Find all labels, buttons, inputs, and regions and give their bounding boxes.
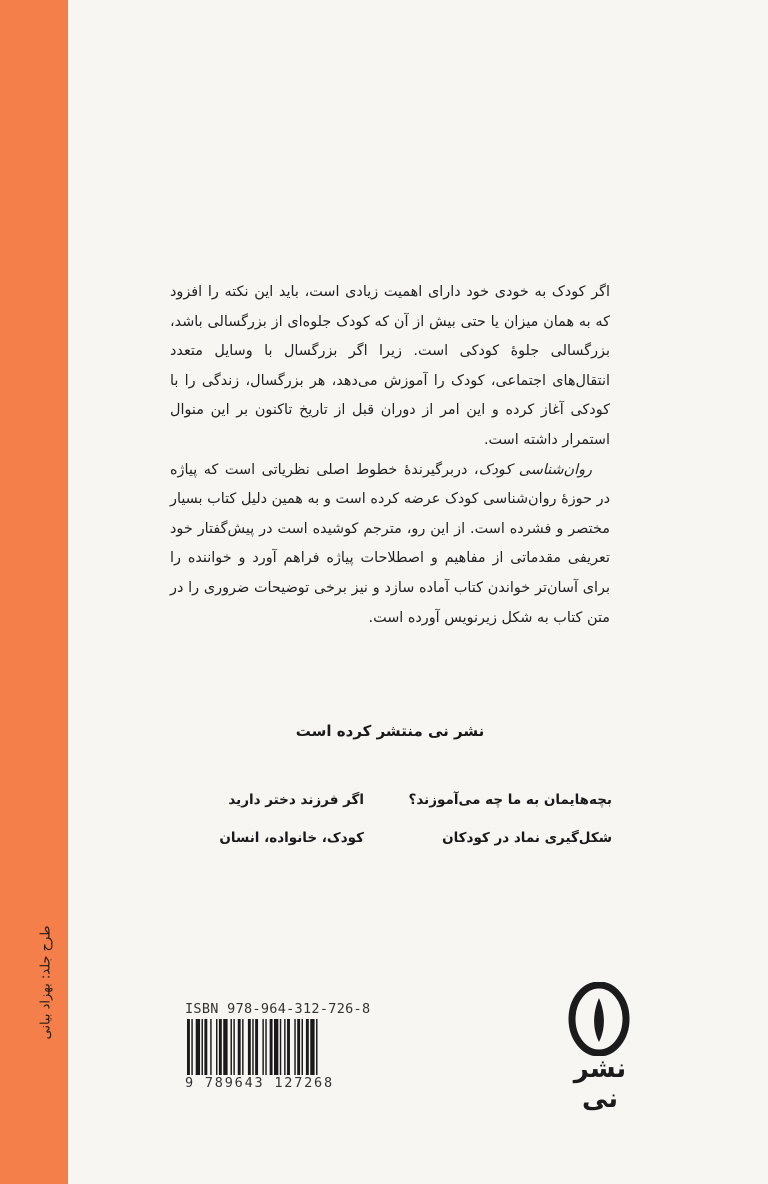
isbn-label: ISBN 978-964-312-726-8 bbox=[185, 1001, 371, 1017]
blurb-paragraph-2-text: ، دربرگیرندهٔ خطوط اصلی نظریاتی است که پیاژه در حوزهٔ روان‌شناسی کودک عرضه کرده است و به همین دلیل کتاب بسیار مختصر و فشرده است. از این رو، مترجم کوشیده است در پیش‌گفتار خود تعریفی مقدماتی از مفاهیم و اصطلاحات پیاژه فراهم آورد و خواننده را برای آسان‌تر خواندن کتاب آماده سازد و نیز برخی توضیحات ضروری را در متن کتاب به شکل زیرنویس آورده است. bbox=[170, 461, 610, 626]
publisher-wordmark: نشر نی bbox=[573, 1054, 627, 1114]
barcode-icon bbox=[185, 1019, 383, 1075]
related-title: اگر فرزند دختر دارید bbox=[228, 792, 364, 808]
spine-strip bbox=[0, 0, 68, 1184]
related-title: بچه‌هایمان به ما چه می‌آموزند؟ bbox=[408, 792, 612, 808]
publisher-heading: نشر نی منتشر کرده است bbox=[295, 722, 485, 740]
nashr-ney-leaf-icon bbox=[559, 982, 639, 1056]
publisher-logo bbox=[555, 982, 635, 1114]
blurb-paragraph-1: اگر کودک به خودی خود دارای اهمیت زیادی است، باید این نکته را افزود که به همان میزان یا حتی بیش از آن که کودک جلوه‌ای از بزرگسالی باشد، بزرگسالی جلوهٔ کودکی است. زیرا اگر بزرگسال با وسایل متعدد انتقال‌های اجتماعی، کودک را آموزش می‌دهد، هر بزرگسال، زندگی را با کودکی آغاز کرده و این امر از دوران قبل از تاریخ تاکنون بر این منوال استمرار داشته است. bbox=[170, 284, 610, 448]
cover-designer-credit: طرح جلد: بهزاد بیانی bbox=[38, 925, 54, 1040]
related-titles-list bbox=[200, 790, 612, 860]
isbn-barcode bbox=[185, 1001, 383, 1093]
book-title: روان‌شناسی کودک bbox=[478, 461, 593, 478]
barcode-digits: 9 789643 127268 bbox=[185, 1075, 334, 1091]
related-title: کودک، خانواده، انسان bbox=[219, 830, 364, 846]
related-title: شکل‌گیری نماد در کودکان bbox=[442, 830, 612, 846]
back-cover-blurb bbox=[170, 278, 610, 633]
blurb-paragraph-2 bbox=[170, 456, 610, 634]
